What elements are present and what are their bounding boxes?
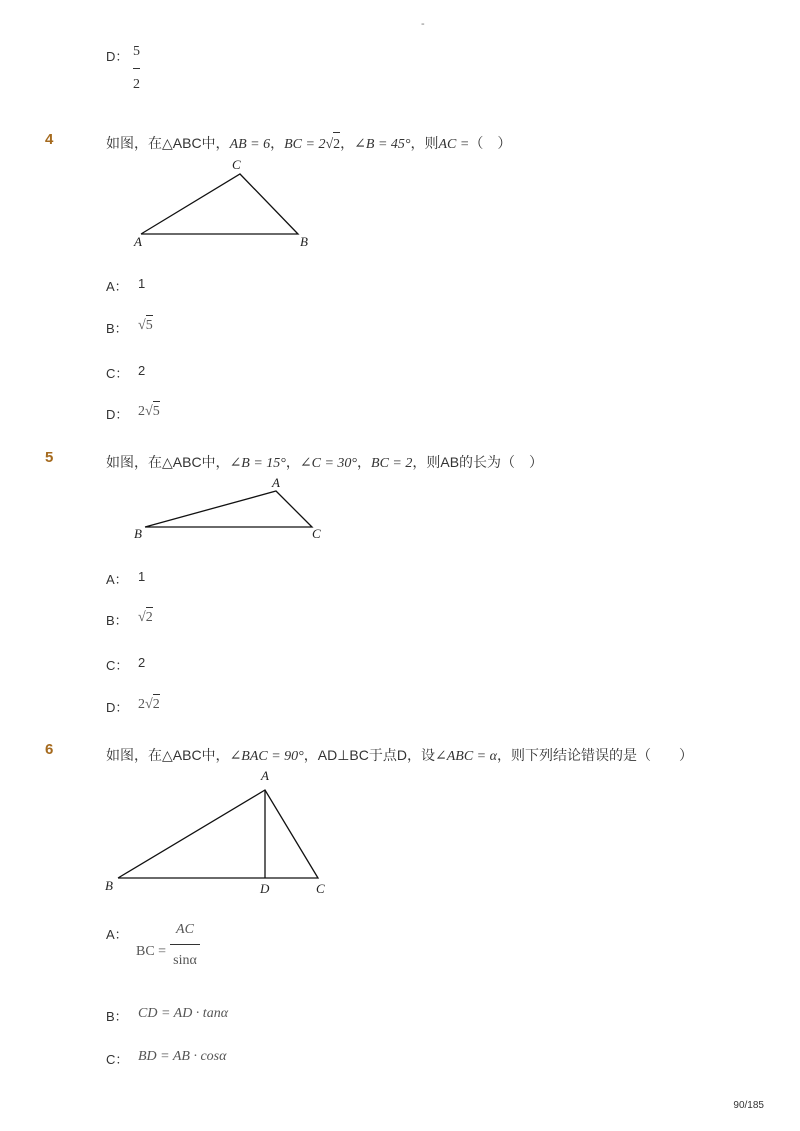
option-value: 2√ 5: [138, 404, 160, 420]
option-label: B：: [106, 1009, 128, 1024]
option-a[interactable]: [106, 924, 128, 943]
option-c[interactable]: [106, 1049, 227, 1068]
option-value: 2√ 2: [138, 697, 160, 713]
option-c[interactable]: [106, 655, 146, 674]
math-angle-b: ∠B = 45°: [354, 137, 411, 152]
stem-text: 如图，在△ABC中，: [106, 135, 230, 151]
coefficient: 2: [138, 404, 145, 419]
option-value: √ 5: [138, 318, 153, 334]
question-number: 6: [45, 741, 54, 758]
stem-text: ，则: [410, 135, 439, 151]
vertex-label-b: B: [300, 234, 308, 249]
question-stem: [106, 452, 543, 472]
option-value: 2: [138, 655, 146, 670]
option-value: CD = AD · tanα: [138, 1006, 229, 1021]
option-a-lhs: BC =: [136, 944, 167, 959]
option-label: D：: [106, 700, 129, 715]
question-number: 4: [45, 131, 54, 148]
option-b[interactable]: [106, 1006, 229, 1025]
separator: ，: [340, 135, 355, 151]
radicand: 5: [145, 318, 153, 333]
fraction-numerator: AC: [176, 922, 194, 937]
option-value: 2: [138, 363, 146, 378]
stem-text: ，AD⊥BC于点D，设: [303, 747, 435, 763]
page-number: 90/185: [733, 1100, 764, 1111]
option-label: A：: [106, 927, 128, 942]
option-value: 1: [138, 276, 146, 291]
sqrt-expression: √ 2: [325, 135, 340, 153]
stem-text: 如图，在△ABC中，: [106, 747, 230, 763]
math-ab: AB = 6: [229, 137, 271, 152]
triangle-figure: [130, 155, 320, 250]
prev-option-d-fraction: [133, 44, 140, 93]
vertex-label-c: C: [312, 526, 321, 541]
vertex-label-c: C: [316, 881, 325, 896]
stem-text: ，则AB的长为（ ）: [412, 454, 544, 470]
question-number: 5: [45, 449, 54, 466]
fraction-denominator: sinα: [173, 953, 197, 968]
stem-text: ，则下列结论错误的是（ ）: [496, 747, 693, 763]
option-d[interactable]: [106, 404, 160, 423]
fraction-numerator: 5: [133, 44, 140, 59]
vertex-label-b: B: [105, 878, 113, 893]
option-label: D：: [106, 407, 129, 422]
option-a[interactable]: [106, 276, 146, 295]
separator: ，: [285, 454, 300, 470]
vertex-label-b: B: [134, 526, 142, 541]
fraction-denominator: 2: [133, 77, 140, 92]
radicand: 2: [145, 610, 153, 625]
top-mark: -: [421, 18, 425, 30]
vertex-label-c: C: [232, 157, 241, 172]
triangle-figure: [100, 765, 335, 900]
math-bc: BC = 2: [371, 456, 413, 471]
math-ac: AC =: [438, 137, 470, 152]
option-a-fraction: [170, 922, 200, 969]
separator: ，: [357, 454, 372, 470]
vertex-label-a: A: [134, 234, 142, 249]
option-b[interactable]: [106, 610, 153, 629]
math-angle-abc: ∠ABC = α: [434, 749, 497, 764]
coefficient: 2: [138, 697, 145, 712]
option-label: A：: [106, 279, 128, 294]
stem-text: 如图，在△ABC中，: [106, 454, 230, 470]
option-label: B：: [106, 321, 128, 336]
radicand: 2: [333, 137, 341, 152]
option-label: C：: [106, 366, 129, 381]
vertex-label-a: A: [261, 768, 269, 783]
vertex-label-a: A: [272, 475, 280, 490]
radicand: 5: [152, 404, 160, 419]
prev-option-d[interactable]: [106, 46, 128, 65]
option-c[interactable]: [106, 363, 146, 382]
question-stem: [106, 133, 511, 153]
math-angle-bac: ∠BAC = 90°: [229, 749, 304, 764]
question-stem: [106, 745, 693, 765]
option-label: B：: [106, 613, 128, 628]
option-label: D：: [106, 49, 129, 64]
option-d[interactable]: [106, 697, 160, 716]
triangle-figure: [130, 475, 330, 545]
option-a[interactable]: [106, 569, 146, 588]
option-value: √ 2: [138, 610, 153, 626]
separator: ，: [270, 135, 285, 151]
option-value: BD = AB · cosα: [138, 1049, 227, 1064]
option-b[interactable]: [106, 318, 153, 337]
math-bc: BC = 2: [284, 137, 326, 152]
option-label: C：: [106, 1052, 129, 1067]
math-angle-b: ∠B = 15°: [229, 456, 286, 471]
option-value: 1: [138, 569, 146, 584]
option-label: C：: [106, 658, 129, 673]
foot-label-d: D: [260, 881, 270, 896]
radicand: 2: [152, 697, 160, 712]
math-angle-c: ∠C = 30°: [299, 456, 358, 471]
option-label: A：: [106, 572, 128, 587]
answer-blank: （ ）: [469, 135, 512, 151]
